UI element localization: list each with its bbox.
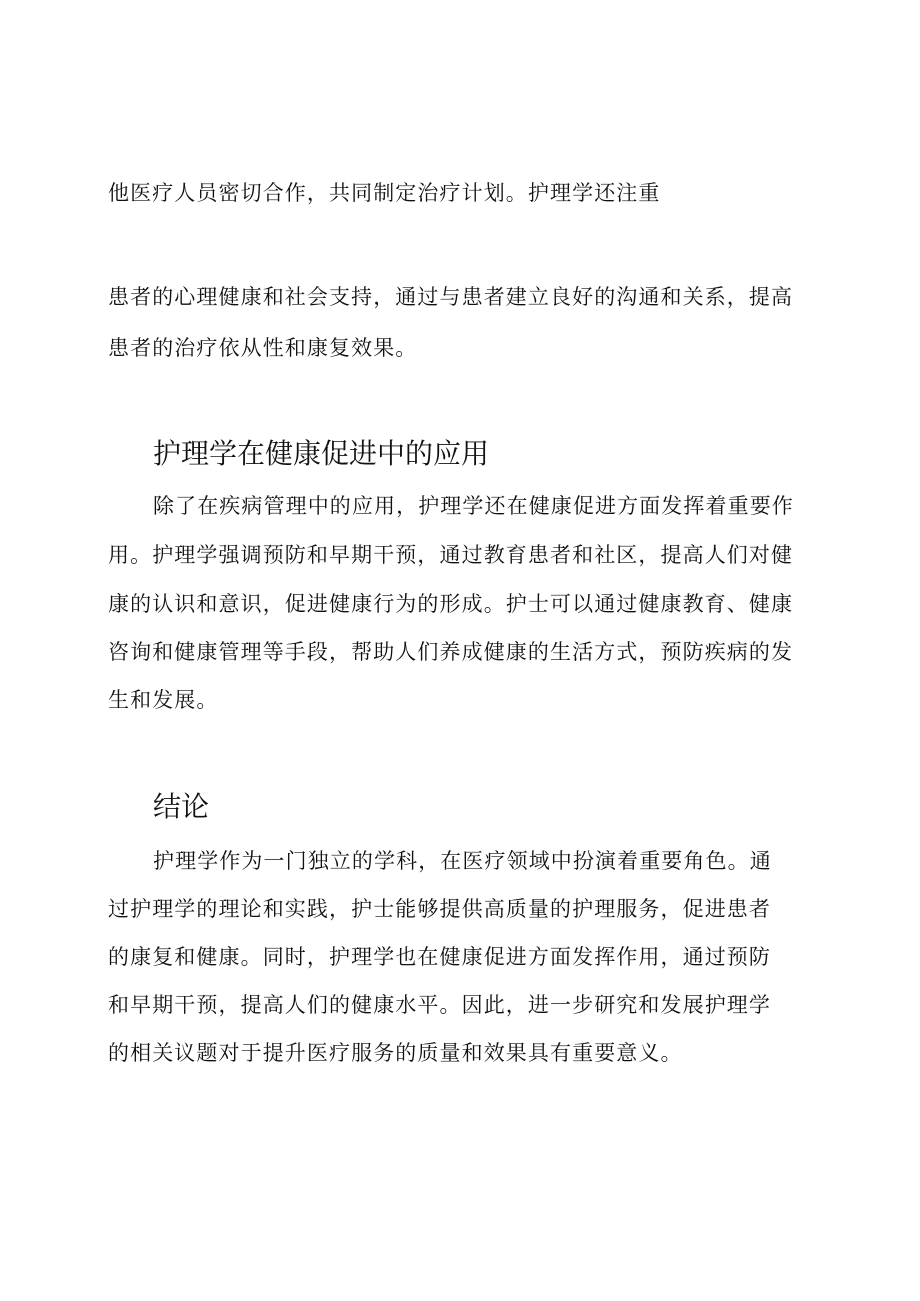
paragraph-line: 除了在疾病管理中的应用，护理学还在健康促进方面发挥着重要作 xyxy=(153,494,794,518)
paragraph-line: 咨询和健康管理等手段，帮助人们养成健康的生活方式，预防疾病的发 xyxy=(108,640,794,664)
paragraph-line: 用。护理学强调预防和早期干预，通过教育患者和社区，提高人们对健 xyxy=(108,543,794,567)
paragraph-line: 患者的治疗依从性和康复效果。 xyxy=(108,336,418,360)
paragraph-line: 过护理学的理论和实践，护士能够提供高质量的护理服务，促进患者 xyxy=(108,897,771,921)
section-heading-health-promotion: 护理学在健康促进中的应用 xyxy=(153,437,490,470)
paragraph-line: 护理学作为一门独立的学科，在医疗领域中扮演着重要角色。通 xyxy=(153,849,772,873)
paragraph-line: 康的认识和意识，促进健康行为的形成。护士可以通过健康教育、健康 xyxy=(108,592,794,616)
paragraph-line: 的相关议题对于提升医疗服务的质量和效果具有重要意义。 xyxy=(108,1041,683,1065)
section-heading-conclusion: 结论 xyxy=(153,790,210,823)
paragraph-line: 和早期干预，提高人们的健康水平。因此，进一步研究和发展护理学 xyxy=(108,993,771,1017)
fragment-line: 他医疗人员密切合作，共同制定治疗计划。护理学还注重 xyxy=(108,181,661,205)
paragraph-line: 患者的心理健康和社会支持，通过与患者建立良好的沟通和关系，提高 xyxy=(108,285,794,309)
paragraph-line: 的康复和健康。同时，护理学也在健康促进方面发挥作用，通过预防 xyxy=(108,945,771,969)
paragraph-line: 生和发展。 xyxy=(108,688,219,712)
